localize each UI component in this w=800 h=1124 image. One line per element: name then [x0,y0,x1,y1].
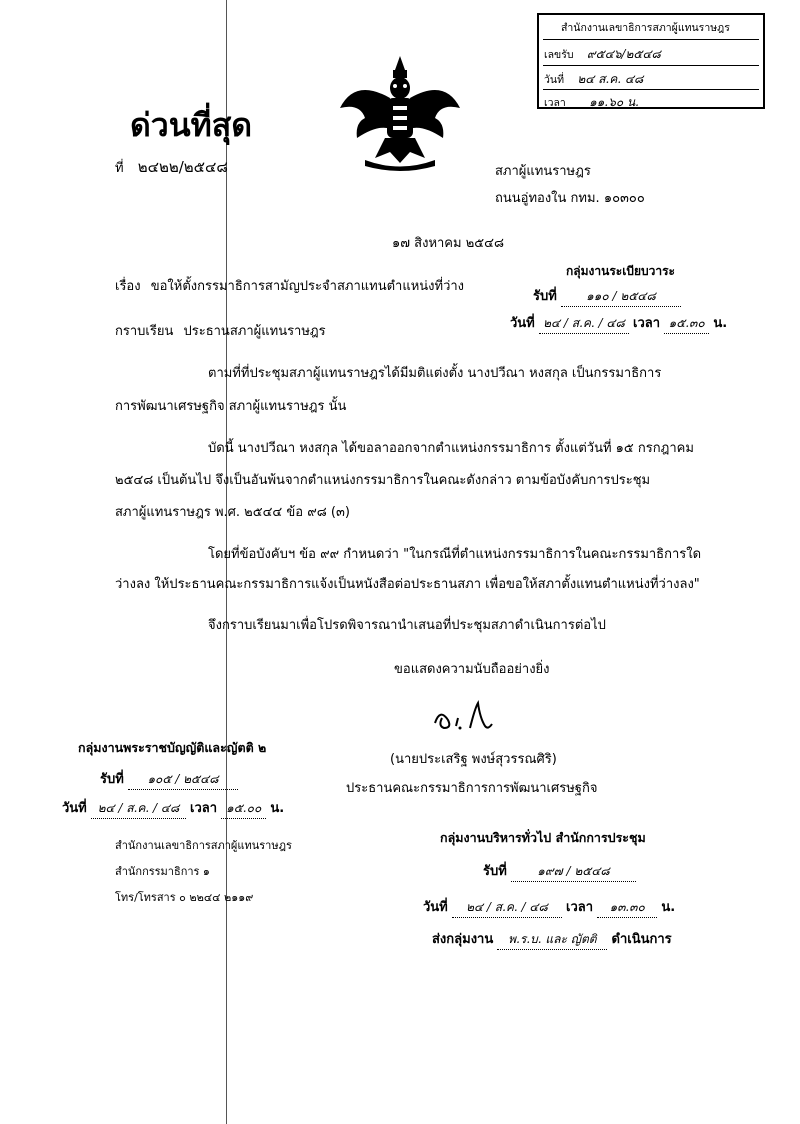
letter-date: ๑๗ สิงหาคม ๒๕๔๘ [392,236,504,251]
salutation-line [115,320,326,341]
urgency-heading: ด่วนที่สุด [130,106,253,144]
admin-date-value: ๒๔ / ส.ค. / ๔๘ [452,898,562,918]
signature-icon [430,698,500,738]
body-p4-line1: จึงกราบเรียนมาเพื่อโปรดพิจารณานำเสนอที่ประชุมสภาดำเนินการต่อไป [208,618,606,633]
agenda-receive-value: ๑๑๐ / ๒๕๔๘ [561,287,681,307]
stamp-time-row [544,93,639,112]
org-address: ถนนอู่ทองใน กทม. ๑๐๓๐๐ [495,191,645,206]
salutation-label: กราบเรียน [115,324,174,339]
admin-time-value: ๑๓.๓๐ [597,898,657,918]
stamp-receive-label: เลขรับ [544,49,574,61]
stamp-office: สำนักงานเลขาธิการสภาผู้แทนราษฎร [561,22,730,34]
stamp-divider [543,89,759,90]
legal-time-unit: น. [270,801,285,816]
agenda-date-label: วันที่ [510,316,535,331]
body-p1-line1: ตามที่ที่ประชุมสภาผู้แทนราษฎรได้มีมติแต่งตั้ง นางปวีณา หงสกุล เป็นกรรมาธิการ [208,366,662,381]
document-number [115,155,228,179]
org-name: สภาผู้แทนราษฎร [495,164,591,179]
subject-text: ขอให้ตั้งกรรมาธิการสามัญประจำสภาแทนตำแหน่งที่ว่าง [150,279,465,294]
body-p1-line2: การพัฒนาเศรษฐกิจ สภาผู้แทนราษฎร นั้น [115,399,347,414]
legal-date-row [62,797,284,819]
sender-line3: โทร/โทรสาร ๐ ๒๒๔๔ ๒๑๑๙ [115,891,254,904]
agenda-receive-row [533,285,681,307]
admin-forward-label: ส่งกลุ่มงาน [432,932,494,947]
admin-receive-row [483,860,636,882]
body-p2-line2: ๒๕๔๘ เป็นต้นไป จึงเป็นอันพ้นจากตำแหน่งกรรมาธิการในคณะดังกล่าว ตามข้อบังคับการประชุม [115,473,651,488]
legal-date-label: วันที่ [62,801,87,816]
subject-label: เรื่อง [115,279,141,294]
closing-regards: ขอแสดงความนับถืออย่างยิ่ง [394,662,550,677]
stamp-time-value: ๑๑.๖๐ น. [589,95,639,109]
sender-line1: สำนักงานเลขาธิการสภาผู้แทนราษฎร [115,839,292,852]
salutation-text: ประธานสภาผู้แทนราษฎร [183,324,326,339]
stamp-receive-row [544,45,661,64]
body-p3-line1: โดยที่ข้อบังคับฯ ข้อ ๙๙ กำหนดว่า "ในกรณีที่ตำแหน่งกรรมาธิการในคณะกรรมาธิการใด [208,547,702,562]
stamp-divider [543,65,759,66]
legal-receive-value: ๑๐๕ / ๒๕๔๘ [128,770,238,790]
stamp-divider [543,39,759,40]
legal-date-value: ๒๔ / ส.ค. / ๔๘ [91,799,186,819]
stamp-time-label: เวลา [544,97,566,109]
agenda-date-value: ๒๔ / ส.ค. / ๔๘ [539,314,629,334]
agenda-receive-label: รับที่ [533,289,557,304]
admin-group: กลุ่มงานบริหารทั่วไป สำนักการประชุม [440,830,646,845]
stamp-date-value: ๒๔ ส.ค. ๔๘ [577,72,644,86]
body-p2-line1: บัดนี้ นางปวีณา หงสกุล ได้ขอลาออกจากตำแหน่งกรรมาธิการ ตั้งแต่วันที่ ๑๕ กรกฎาคม [208,441,694,456]
agenda-time-label: เวลา [633,316,661,331]
admin-date-label: วันที่ [423,900,448,915]
stamp-date-row [544,70,643,89]
legal-time-label: เวลา [190,801,218,816]
admin-time-unit: น. [661,900,676,915]
admin-forward-row [432,928,672,950]
agenda-group: กลุ่มงานระเบียบวาระ [566,264,675,278]
legal-receive-label: รับที่ [100,772,124,787]
signer-title: ประธานคณะกรรมาธิการการพัฒนาเศรษฐกิจ [346,781,598,796]
agenda-date-row [510,312,727,334]
legal-time-value: ๑๕.๐๐ [221,799,266,819]
body-p3-line2: ว่างลง ให้ประธานคณะกรรมาธิการแจ้งเป็นหนังสือต่อประธานสภา เพื่อขอให้สภาตั้งแทนตำแหน่งที่ว่างลง" [115,577,700,592]
sender-line2: สำนักกรรมาธิการ ๑ [115,865,210,878]
admin-time-label: เวลา [566,900,594,915]
admin-forward-suffix: ดำเนินการ [611,932,672,947]
admin-receive-value: ๑๙๗ / ๒๕๔๘ [511,862,636,882]
subject-line [115,275,464,296]
doc-no: ๒๔๒๒/๒๕๔๘ [137,158,228,176]
doc-prefix: ที่ [115,161,124,176]
agenda-time-unit: น. [713,316,728,331]
admin-date-row [423,896,675,918]
body-p2-line3: สภาผู้แทนราษฎร พ.ศ. ๒๕๔๔ ข้อ ๙๘ (๓) [115,505,350,520]
legal-group: กลุ่มงานพระราชบัญญัติและญัตติ ๒ [78,740,267,755]
admin-forward-value: พ.ร.บ. และ ญัตติ [497,930,607,950]
garuda-emblem-icon [335,48,465,173]
admin-receive-label: รับที่ [483,864,507,879]
receipt-stamp [537,13,765,109]
agenda-time-value: ๑๕.๓๐ [664,314,709,334]
signer-name: (นายประเสริฐ พงษ์สุวรรณศิริ) [390,752,557,767]
stamp-receive-no: ๙๕๔๖/๒๕๔๘ [586,47,661,61]
legal-receive-row [100,768,238,790]
stamp-date-label: วันที่ [544,74,564,86]
